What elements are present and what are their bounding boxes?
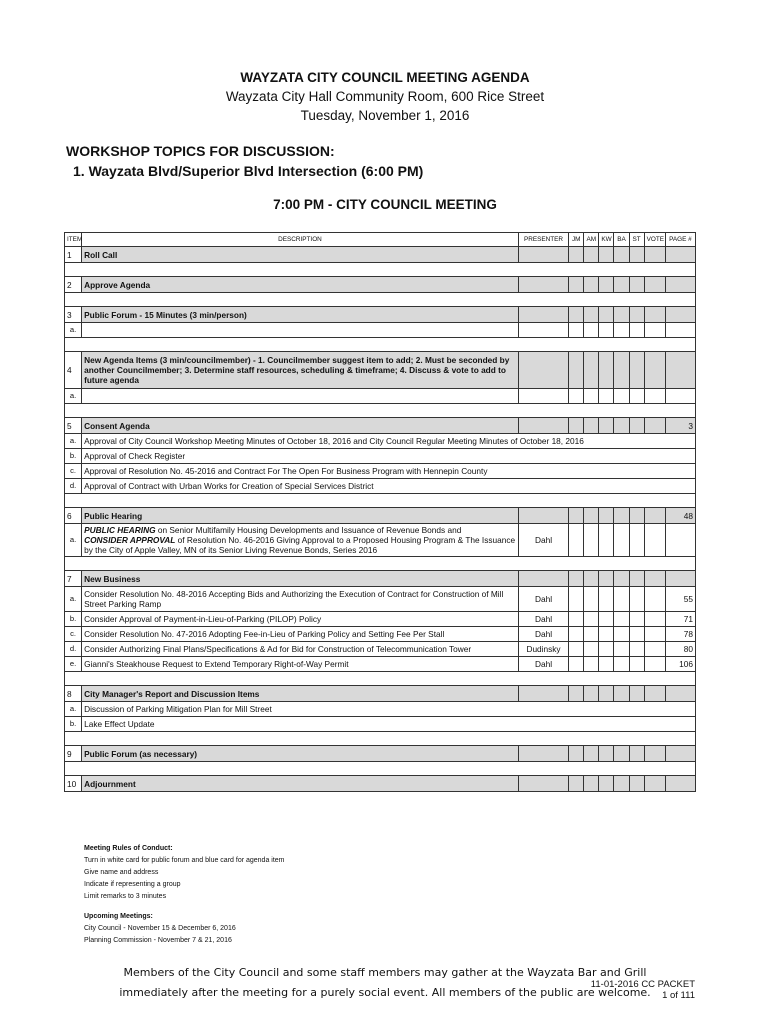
- item-description: Approval of Contract with Urban Works for Creation of Special Services District: [82, 479, 696, 494]
- col-st-header: ST: [629, 233, 644, 247]
- item-description: Consider Approval of Payment-in-Lieu-of-Parking (PILOP) Policy: [82, 612, 519, 627]
- item-letter: a.: [65, 587, 82, 612]
- item-description: Approval of Check Register: [82, 449, 696, 464]
- page-number: 48: [665, 508, 695, 524]
- section-title: Public Hearing: [82, 508, 519, 524]
- table-row: [65, 323, 696, 338]
- page-number: 55: [665, 587, 695, 612]
- upcoming-heading: Upcoming Meetings:: [84, 913, 153, 920]
- consider-approval-label: CONSIDER APPROVAL: [84, 535, 176, 545]
- upcoming-item: Planning Commission - November 7 & 21, 2016: [84, 937, 232, 944]
- meeting-location: Wayzata City Hall Community Room, 600 Rice Street: [225, 89, 545, 104]
- table-row: [65, 642, 696, 657]
- item-description: Consider Authorizing Final Plans/Specifications & Ad for Bid for Construction of Telecommunication Tower: [82, 642, 519, 657]
- council-meeting-title: 7:00 PM - CITY COUNCIL MEETING: [273, 197, 497, 212]
- section-row-public-forum-2: [65, 746, 696, 762]
- section-row-city-manager-report: [65, 686, 696, 702]
- item-letter: e.: [65, 657, 82, 672]
- section-title: Roll Call: [82, 247, 519, 263]
- table-row: [65, 389, 696, 404]
- workshop-heading: WORKSHOP TOPICS FOR DISCUSSION:: [66, 143, 335, 159]
- item-description: Discussion of Parking Mitigation Plan for Mill Street: [82, 702, 696, 717]
- col-presenter-header: PRESENTER: [518, 233, 568, 247]
- item-letter: a.: [65, 702, 82, 717]
- table-row: [65, 464, 696, 479]
- item-letter: a.: [65, 434, 82, 449]
- item-description: Consider Resolution No. 47-2016 Adopting Fee-in-Lieu of Parking Policy and Setting Fee Per Stall: [82, 627, 519, 642]
- section-title: Consent Agenda: [82, 418, 519, 434]
- item-description: Consider Resolution No. 48-2016 Accepting Bids and Authorizing the Execution of Contract for Construction of Mill Street Parking Ramp: [82, 587, 519, 612]
- table-row: [65, 657, 696, 672]
- section-number: 8: [65, 686, 82, 702]
- presenter: Dahl: [518, 587, 568, 612]
- item-description: Approval of Resolution No. 45-2016 and Contract For The Open For Business Program with Hennepin County: [82, 464, 696, 479]
- item-letter: a.: [65, 389, 82, 404]
- table-row: [65, 479, 696, 494]
- upcoming-meetings: [84, 911, 236, 947]
- presenter: Dahl: [518, 612, 568, 627]
- public-hearing-label: PUBLIC HEARING: [84, 525, 156, 535]
- section-number: 3: [65, 307, 82, 323]
- section-row-public-hearing: [65, 508, 696, 524]
- section-number: 5: [65, 418, 82, 434]
- table-header-row: [65, 233, 696, 247]
- page-number: 78: [665, 627, 695, 642]
- section-number: 7: [65, 571, 82, 587]
- col-kw-header: KW: [599, 233, 614, 247]
- footer-note-line-1: Members of the City Council and some staff members may gather at the Wayzata Bar and Grill: [123, 966, 647, 979]
- section-title: Approve Agenda: [82, 277, 519, 293]
- meeting-date: Tuesday, November 1, 2016: [300, 108, 470, 123]
- col-ba-header: BA: [614, 233, 629, 247]
- section-title: City Manager's Report and Discussion Items: [82, 686, 519, 702]
- workshop-item-1: 1. Wayzata Blvd/Superior Blvd Intersection (6:00 PM): [73, 163, 424, 179]
- col-jm-header: JM: [569, 233, 584, 247]
- section-row-adjournment: [65, 776, 696, 792]
- item-letter: c.: [65, 464, 82, 479]
- table-row: [65, 612, 696, 627]
- rule-item: Indicate if representing a group: [84, 881, 181, 888]
- presenter: Dahl: [518, 657, 568, 672]
- section-number: 4: [65, 352, 82, 389]
- item-letter: b.: [65, 612, 82, 627]
- table-row: [65, 627, 696, 642]
- section-number: 9: [65, 746, 82, 762]
- rules-heading: Meeting Rules of Conduct:: [84, 845, 173, 852]
- section-row-consent-agenda: [65, 418, 696, 434]
- item-letter: d.: [65, 479, 82, 494]
- agenda-table: [64, 232, 696, 792]
- page-number: 71: [665, 612, 695, 627]
- section-row-public-forum: [65, 307, 696, 323]
- col-am-header: AM: [584, 233, 599, 247]
- rule-item: Limit remarks to 3 minutes: [84, 893, 167, 900]
- presenter: Dahl: [518, 627, 568, 642]
- table-row: [65, 702, 696, 717]
- upcoming-item: City Council - November 15 & December 6, 2016: [84, 925, 236, 932]
- section-number: 2: [65, 277, 82, 293]
- col-vote-header: VOTE: [644, 233, 665, 247]
- page-count: 1 of 111: [662, 990, 695, 1001]
- section-row-new-business: [65, 571, 696, 587]
- section-number: 6: [65, 508, 82, 524]
- section-row-roll-call: [65, 247, 696, 263]
- item-letter: c.: [65, 627, 82, 642]
- section-title: Public Forum - 15 Minutes (3 min/person): [82, 307, 519, 323]
- section-title: Public Forum (as necessary): [82, 746, 519, 762]
- rule-item: Give name and address: [84, 869, 159, 876]
- item-text: of Resolution No. 46-2016 Giving Approval to a Proposed Housing Program & The Issuance by the City of Apple Valley, MN of its Senior Living Revenue Bonds, Series 2016: [84, 535, 516, 555]
- item-description: [82, 524, 519, 557]
- footer-note-line-2: immediately after the meeting for a purely social event. All members of the public are welcome.: [119, 986, 651, 999]
- item-description: Lake Effect Update: [82, 717, 696, 732]
- item-letter: b.: [65, 717, 82, 732]
- packet-label: 11-01-2016 CC PACKET: [590, 979, 695, 990]
- section-row-approve-agenda: [65, 277, 696, 293]
- table-row: [65, 449, 696, 464]
- packet-stamp: [591, 979, 695, 1001]
- presenter: Dudinsky: [518, 642, 568, 657]
- table-row: [65, 587, 696, 612]
- agenda-title: WAYZATA CITY COUNCIL MEETING AGENDA: [240, 70, 530, 85]
- item-description: Approval of City Council Workshop Meeting Minutes of October 18, 2016 and City Council Regular Meeting Minutes of October 18, 2016: [82, 434, 696, 449]
- page-number: 80: [665, 642, 695, 657]
- presenter: Dahl: [518, 524, 568, 557]
- section-row-new-agenda-items: [65, 352, 696, 389]
- col-description-header: DESCRIPTION: [82, 233, 519, 247]
- section-number: 10: [65, 776, 82, 792]
- section-title: New Agenda Items (3 min/councilmember) - 1. Councilmember suggest item to add; 2. Must be seconded by another Councilmember; 3. Determine staff resources, scheduling & timeframe; 4. Discuss & vote to add to future agenda: [82, 352, 519, 389]
- table-row: [65, 524, 696, 557]
- item-description: Gianni's Steakhouse Request to Extend Temporary Right-of-Way Permit: [82, 657, 519, 672]
- item-text: on Senior Multifamily Housing Developments and Issuance of Revenue Bonds and: [155, 525, 462, 535]
- meeting-rules: [84, 843, 285, 903]
- col-item-header: ITEM: [65, 233, 82, 247]
- section-title: Adjournment: [82, 776, 519, 792]
- table-row: [65, 434, 696, 449]
- section-number: 1: [65, 247, 82, 263]
- table-row: [65, 717, 696, 732]
- rule-item: Turn in white card for public forum and blue card for agenda item: [84, 857, 285, 864]
- item-letter: a.: [65, 323, 82, 338]
- col-page-header: PAGE #: [665, 233, 695, 247]
- item-letter: b.: [65, 449, 82, 464]
- item-letter: d.: [65, 642, 82, 657]
- section-title: New Business: [82, 571, 519, 587]
- item-letter: a.: [65, 524, 82, 557]
- page-number: 3: [665, 418, 695, 434]
- page-number: 106: [665, 657, 695, 672]
